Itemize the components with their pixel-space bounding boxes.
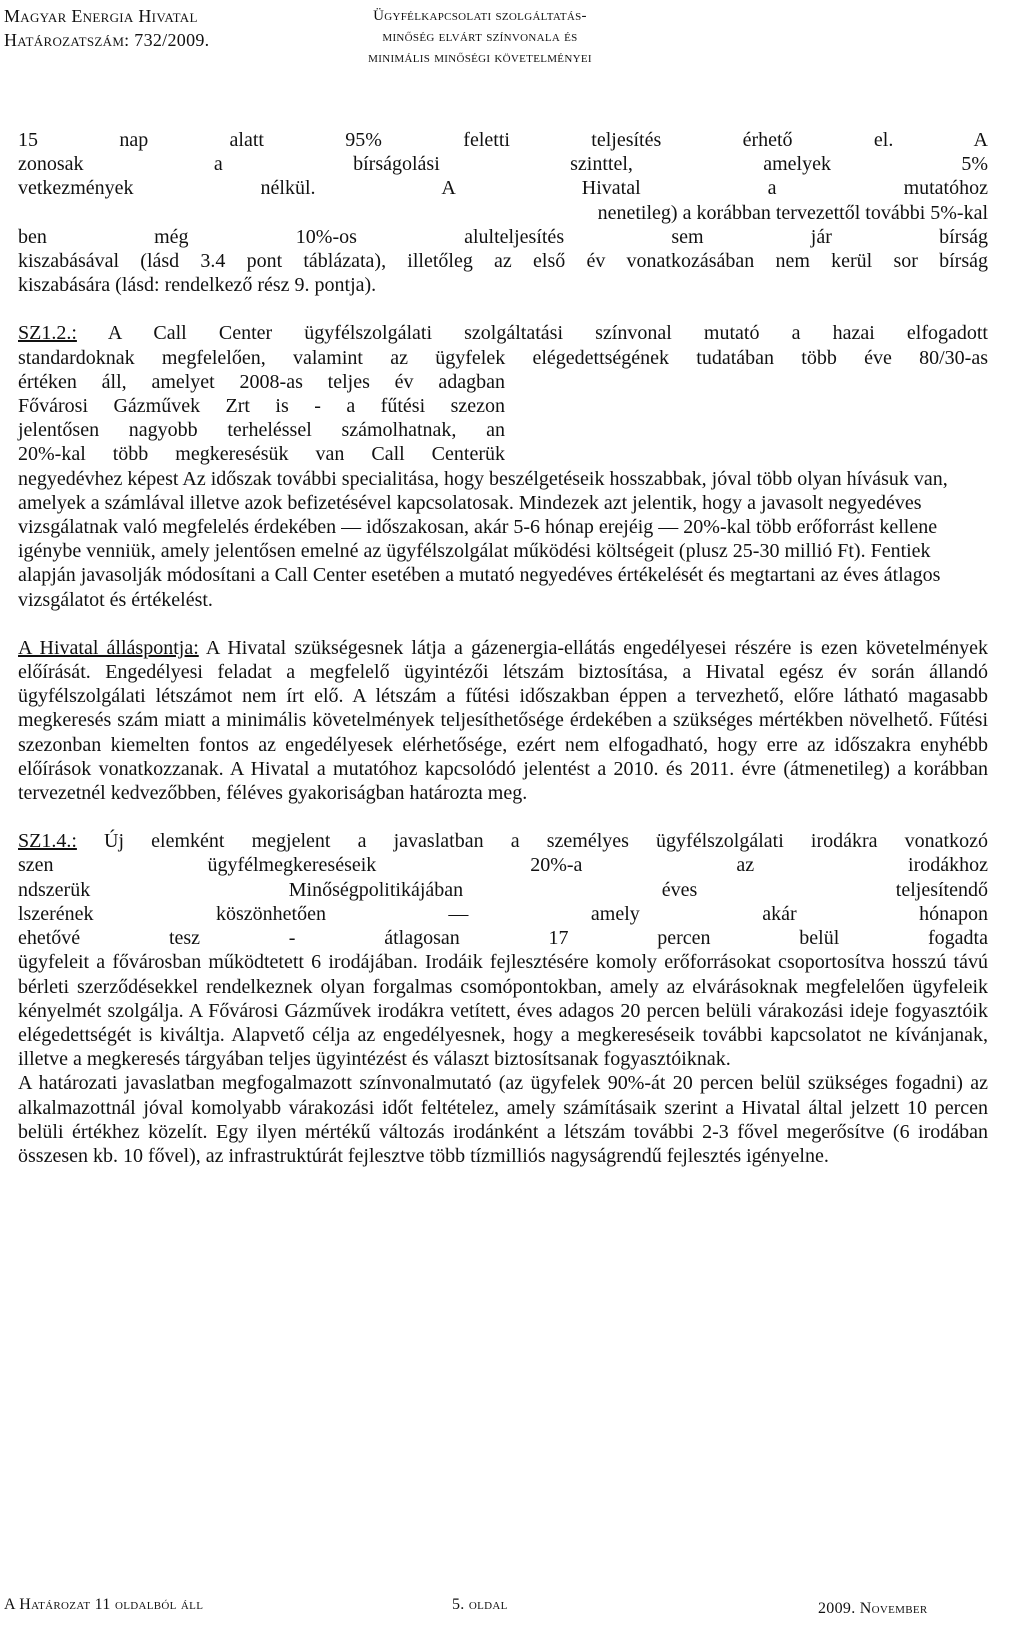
footer-date: 2009. November <box>818 1600 928 1617</box>
text-line: kiszabására (lásd: rendelkező rész 9. pontja). <box>18 274 377 297</box>
hivatal-paragraph <box>18 636 988 805</box>
top-paragraph <box>18 128 988 297</box>
sz14-paragraph <box>18 829 988 1168</box>
header-left <box>4 4 209 52</box>
section-first-line: A Call Center ügyfélszolgálati szolgáltatási színvonal mutató a hazai elfogadott <box>76 322 988 345</box>
text-line: lszerének köszönhetően — amely akár hónapon <box>18 902 988 925</box>
footer-page-number: 5. oldal <box>452 1596 508 1613</box>
text-line: zonosak a bírságolási szinttel, amelyek 5% <box>18 153 988 176</box>
header-title-line-3: minimális minőségi követelményei <box>368 50 592 66</box>
text-line: ben még 10%-os alulteljesítés sem jár bírság <box>18 225 988 248</box>
text-line: vetkezmények nélkül. A Hivatal a mutatóhoz <box>18 177 988 200</box>
paragraph-rest: ügyfeleit a fővárosban működtetett 6 irodájában. Irodáik fejlesztésére komoly erőforrásokat csoportosítva hosszú távú bérleti szerződésekkel rendelkeznek olyan forgalmas csomópontokban, amely az elvárásoknak megfelelően ügyfeleik kényelmét szolgálja. A Fővárosi Gázművek irodákra vetített, éves adagos 20 percen belüli várakozási ideje fogyasztóik elégedettségét is kiváltja. Alapvető célja az engedélyesnek, hogy a megkereséseik további kapcsolatot ne kívánjanak, illetve a megkeresés tárgyában teljes ügyintézést és választ biztosítsanak fogyasztóiknak. <box>18 951 988 1071</box>
text-line: ehetővé tesz - átlagosan 17 percen belül fogadta <box>18 927 988 950</box>
section-label: SZ1.2.: <box>18 322 77 345</box>
text-line: 20%-kal több megkeresésük van Call Centerük <box>18 443 505 466</box>
resolution-number: Határozatszám: 732/2009. <box>4 30 210 50</box>
document-body <box>18 128 988 1168</box>
text-line: ndszerük Minőségpolitikájában éves teljesítendő <box>18 878 988 901</box>
paragraph-text: A határozati javaslatban megfogalmazott színvonalmutató (az ügyfelek 90%-át 20 percen belül szükséges fogadni) az alkalmazottnál jóval komolyabb várakozási időt feltételez, amely számításaik szerint a Hivatal által jelzett 10 percen belüli értékhez közelít. Egy ilyen mértékű változás irodánként a létszám további 2-3 fővel megerősítve (6 irodában összesen kb. 10 fővel), az infrastruktúrát fejlesztve több tízmilliós nagyságrendű fejlesztés igényelne. <box>18 1072 988 1167</box>
text-line: Fővárosi Gázművek Zrt is - a fűtési szezon <box>18 395 505 418</box>
text-line: szen ügyfélmegkereséseik 20%-a az irodákhoz <box>18 854 988 877</box>
section-first-line: Új elemként megjelent a javaslatban a személyes ügyfélszolgálati irodákra vonatkozó <box>76 830 988 853</box>
text-line <box>18 321 988 345</box>
paragraph-text <box>18 636 988 805</box>
position-label: A Hivatal álláspontja: <box>18 636 199 659</box>
text-line: kiszabásával (lásd 3.4 pont táblázata), illetőleg az első év vonatkozásában nem kerül sor bírság <box>18 250 988 273</box>
header-center <box>360 6 600 69</box>
text-line: értéken áll, amelyet 2008-as teljes év adagban <box>18 370 505 393</box>
text-line: 15 nap alatt 95% feletti teljesítés érhető el. A <box>18 129 988 151</box>
section-label: SZ1.4.: <box>18 830 77 853</box>
header-title-line-2: minőség elvárt színvonala és <box>382 29 578 45</box>
header-title-line-1: Ügyfélkapcsolati szolgáltatás- <box>373 8 587 24</box>
position-text: A Hivatal szükségesnek látja a gázenergia-ellátás engedélyesei részére is ezen követelmények előírását. Engedélyesi feladat a megfelelő ügyintézői létszám biztosítása, a Hivatal egész év során állandó ügyfélszolgálati létszámot nem írt elő. A létszám a fűtési időszakban éppen a tervezhető, előre látható magasabb megkeresés szám miatt a minimális követelmények teljesíthetősége érdekében a szükséges mértékben növelhető. Fűtési szezonban kiemelten fontos az engedélyesek elérhetősége, ezért nem elfogadható, hogy erre az időszakra enyhébb előírások vonatkozzanak. A Hivatal a mutatóhoz kapcsolódó jelentést a 2010. és 2011. évre (átmenetileg) a korábban tervezetnél kedvezőbben, féléves gyakoriságban határozta meg. <box>18 636 988 805</box>
text-line <box>18 829 988 853</box>
text-line: nenetileg) a korábban tervezettől további 5%-kal <box>597 201 988 224</box>
text-line: jelentősen nagyobb terheléssel számolhatnak, an <box>18 419 505 442</box>
text-line: standardoknak megfelelően, valamint az ügyfelek elégedettségének tudatában több éve 80/30-as <box>18 346 988 369</box>
sz12-paragraph <box>18 321 988 611</box>
authority-name: Magyar Energia Hivatal <box>4 6 198 26</box>
paragraph-rest: negyedévhez képest Az időszak további specialitása, hogy beszélgetéseik hosszabbak, jóval több olyan hívásuk van, amelyek a számlával illetve azok befizetésével kapcsolatosak. Mindezek azt jelentik, hogy a javasolt negyedéves vizsgálatnak való megfelelés érdekében — időszakosan, akár 5-6 hónap erejéig — 20%-kal több erőforrást kellene igénybe venniük, amely jelentősen emelné az ügyfélszolgálat működési költségeit (plusz 25-30 millió Ft). Fentiek alapján javasolják módosítani a Call Center esetében a mutató negyedéves értékelését és megtartani az éves átlagos vizsgálatot és értékelést. <box>18 467 948 611</box>
footer-page-count: A Határozat 11 oldalból áll <box>4 1596 204 1613</box>
